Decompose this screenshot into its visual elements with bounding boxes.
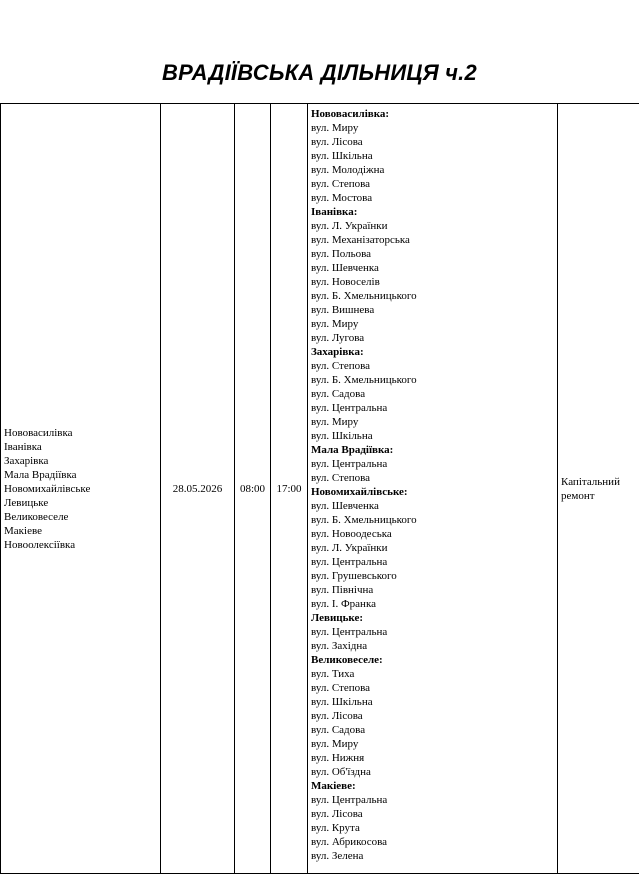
street-item: вул. Б. Хмельницького: [311, 373, 554, 387]
street-item: вул. Миру: [311, 415, 554, 429]
street-item: вул. Степова: [311, 177, 554, 191]
street-item: вул. Садова: [311, 723, 554, 737]
street-item: вул. Миру: [311, 317, 554, 331]
street-item: вул. Миру: [311, 737, 554, 751]
end-time-cell: 17:00: [271, 104, 308, 874]
street-item: вул. Лісова: [311, 807, 554, 821]
street-item: вул. І. Франка: [311, 597, 554, 611]
village-item: Новоолексіївка: [4, 538, 157, 552]
table-row: [1, 104, 639, 874]
village-item: Великовеселе: [4, 510, 157, 524]
street-item: вул. Центральна: [311, 625, 554, 639]
street-item: вул. Тиха: [311, 667, 554, 681]
village-heading: Новомихайлівське:: [311, 485, 554, 499]
street-item: вул. Лугова: [311, 331, 554, 345]
date-cell: 28.05.2026: [161, 104, 235, 874]
street-item: вул. Центральна: [311, 793, 554, 807]
village-heading: Макіеве:: [311, 779, 554, 793]
street-item: вул. Степова: [311, 359, 554, 373]
street-item: вул. Лісова: [311, 135, 554, 149]
street-item: вул. Шевченка: [311, 261, 554, 275]
village-item: Захарівка: [4, 454, 157, 468]
street-item: вул. Мостова: [311, 191, 554, 205]
street-item: вул. Шкільна: [311, 149, 554, 163]
villages-list: [4, 426, 157, 552]
street-item: вул. Абрикосова: [311, 835, 554, 849]
start-time-cell: 08:00: [235, 104, 271, 874]
street-item: вул. Шевченка: [311, 499, 554, 513]
street-item: вул. Б. Хмельницького: [311, 289, 554, 303]
street-item: вул. Крута: [311, 821, 554, 835]
street-item: вул. Центральна: [311, 401, 554, 415]
outage-schedule-table: [0, 103, 639, 874]
street-item: вул. Лісова: [311, 709, 554, 723]
village-item: Макіеве: [4, 524, 157, 538]
street-item: вул. Степова: [311, 471, 554, 485]
villages-cell: [1, 104, 161, 874]
street-item: вул. Степова: [311, 681, 554, 695]
reason-cell: Капітальний ремонт: [558, 104, 639, 874]
page-title: ВРАДІЇВСЬКА ДІЛЬНИЦЯ ч.2: [0, 58, 639, 88]
village-heading: Левицьке:: [311, 611, 554, 625]
village-item: Левицьке: [4, 496, 157, 510]
street-item: вул. Польова: [311, 247, 554, 261]
street-item: вул. Миру: [311, 121, 554, 135]
village-item: Нововасилівка: [4, 426, 157, 440]
village-heading: Захарівка:: [311, 345, 554, 359]
street-item: вул. Вишнева: [311, 303, 554, 317]
village-heading: Іванівка:: [311, 205, 554, 219]
street-item: вул. Зелена: [311, 849, 554, 863]
street-item: вул. Л. Українки: [311, 541, 554, 555]
street-item: вул. Новоодеська: [311, 527, 554, 541]
street-item: вул. Центральна: [311, 555, 554, 569]
street-item: вул. Л. Українки: [311, 219, 554, 233]
village-heading: Великовеселе:: [311, 653, 554, 667]
street-item: вул. Садова: [311, 387, 554, 401]
village-heading: Мала Врадіївка:: [311, 443, 554, 457]
village-item: Іванівка: [4, 440, 157, 454]
street-item: вул. Новоселів: [311, 275, 554, 289]
street-item: вул. Західна: [311, 639, 554, 653]
village-item: Мала Врадіївка: [4, 468, 157, 482]
street-item: вул. Грушевського: [311, 569, 554, 583]
village-item: Новомихайлівське: [4, 482, 157, 496]
street-item: вул. Б. Хмельницького: [311, 513, 554, 527]
street-item: вул. Шкільна: [311, 429, 554, 443]
street-item: вул. Нижня: [311, 751, 554, 765]
streets-list: [311, 107, 554, 863]
street-item: вул. Північна: [311, 583, 554, 597]
street-item: вул. Механізаторська: [311, 233, 554, 247]
street-item: вул. Центральна: [311, 457, 554, 471]
street-item: вул. Молодіжна: [311, 163, 554, 177]
street-item: вул. Шкільна: [311, 695, 554, 709]
village-heading: Нововасилівка:: [311, 107, 554, 121]
streets-cell: [308, 104, 558, 874]
street-item: вул. Об'їздна: [311, 765, 554, 779]
